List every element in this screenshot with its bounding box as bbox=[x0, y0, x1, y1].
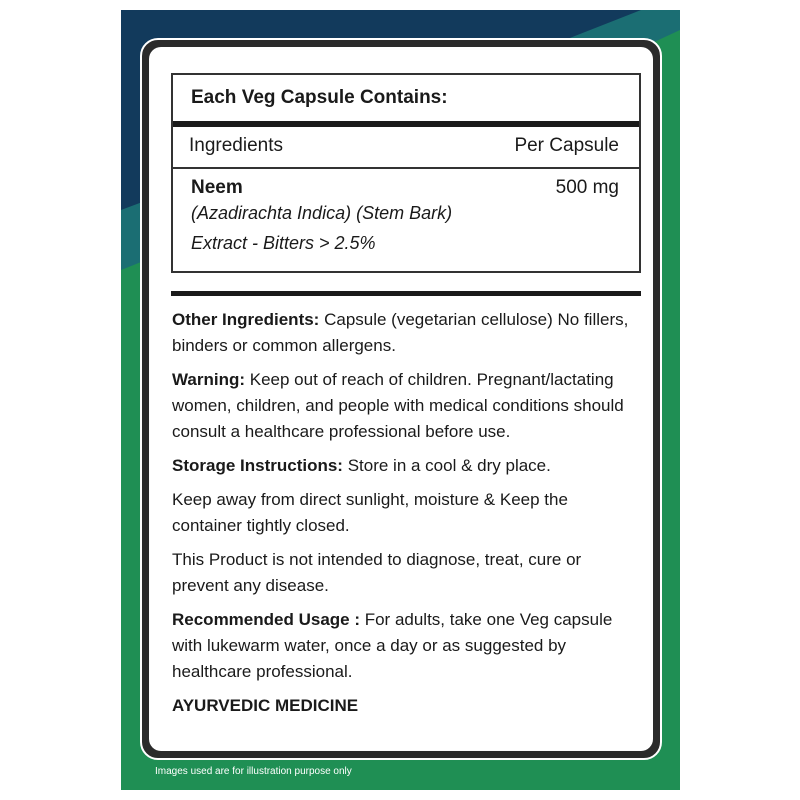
column-per-capsule: Per Capsule bbox=[514, 135, 619, 156]
usage-label: Recommended Usage : bbox=[172, 610, 360, 629]
table-heading-row bbox=[173, 75, 639, 127]
section-divider bbox=[171, 291, 641, 296]
composition-table bbox=[171, 73, 641, 273]
keep-away-text: Keep away from direct sunlight, moisture & Keep the container tightly closed. bbox=[172, 490, 568, 535]
table-heading: Each Veg Capsule Contains: bbox=[191, 87, 448, 108]
storage-text: Store in a cool & dry place. bbox=[342, 456, 551, 475]
label-content bbox=[149, 47, 653, 751]
table-column-headers bbox=[173, 127, 639, 169]
recommended-usage bbox=[172, 607, 642, 685]
ingredient-scientific-name: (Azadirachta Indica) (Stem Bark) bbox=[191, 203, 453, 223]
label-text-body bbox=[172, 307, 642, 719]
not-intended-text: This Product is not intended to diagnose, treat, cure or prevent any disease. bbox=[172, 550, 582, 595]
category-label: AYURVEDIC MEDICINE bbox=[172, 696, 359, 715]
other-ingredients-text: Capsule (vegetarian cellulose) No fillers, binders or common allergens. bbox=[172, 310, 629, 355]
usage-text: For adults, take one Veg capsule with lukewarm water, once a day or as suggested by healthcare professional. bbox=[172, 610, 613, 681]
illustration-disclaimer: Images used are for illustration purpose only bbox=[155, 766, 352, 777]
other-ingredients-label: Other Ingredients: bbox=[172, 310, 320, 329]
warning-text: Keep out of reach of children. Pregnant/lactating women, children, and people with medical conditions should consult a healthcare professional before use. bbox=[172, 370, 624, 441]
product-panel bbox=[121, 10, 680, 790]
warning-label: Warning: bbox=[172, 370, 246, 389]
warning bbox=[172, 367, 642, 445]
column-ingredients: Ingredients bbox=[189, 135, 284, 156]
ingredient-extract: Extract - Bitters > 2.5% bbox=[191, 233, 376, 253]
storage-label: Storage Instructions: bbox=[172, 456, 343, 475]
label-card bbox=[140, 38, 662, 760]
ingredient-name: Neem bbox=[191, 177, 243, 198]
other-ingredients bbox=[172, 307, 642, 359]
ingredient-amount: 500 mg bbox=[555, 177, 619, 198]
storage-instructions bbox=[172, 453, 642, 479]
